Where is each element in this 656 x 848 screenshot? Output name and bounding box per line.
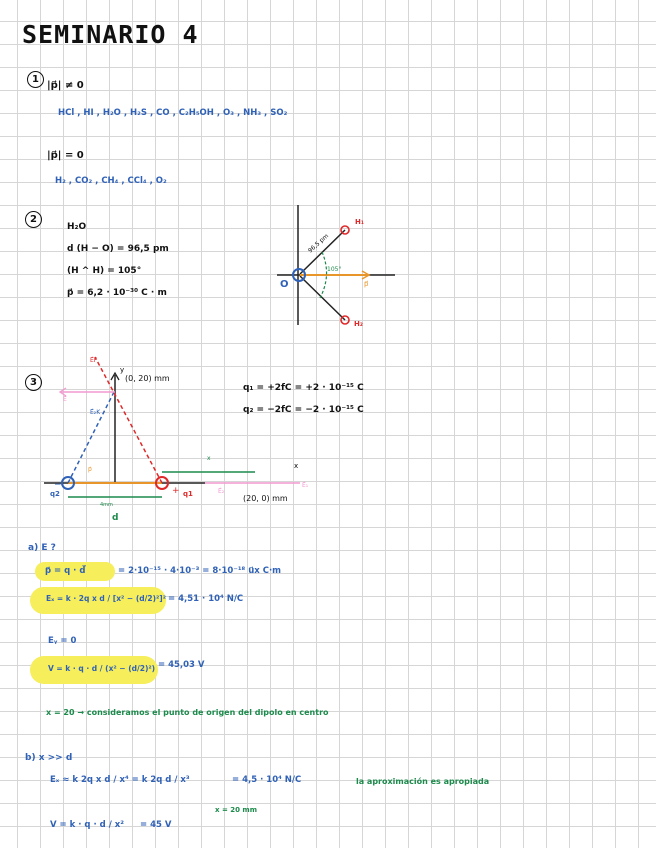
e-point-label: E⃗ (63, 396, 67, 403)
charge-q2-value: q₂ = −2fC = −2 · 10⁻¹⁵ C (243, 405, 364, 415)
x-value-note: x = 20 mm (215, 806, 258, 814)
e1-label: E⃗₁ (302, 482, 309, 489)
part-a-label: a) E ? (28, 543, 56, 553)
d-value: 4mm (100, 502, 113, 508)
q1-label: q1 (183, 490, 193, 498)
ex-result: = 4,51 · 10⁴ N/C (168, 594, 244, 604)
nonzero-dipole-label: |p⃗| ≠ 0 (47, 80, 84, 91)
q2-label: q2 (50, 490, 60, 498)
ef-label: E⃗F (90, 357, 98, 364)
ex-approx-equation: Eₓ ≈ k 2q x d / x⁴ = k 2q d / x³ (50, 775, 190, 785)
part-b-label: b) x >> d (25, 753, 73, 763)
p-vector-label: p⃗ (88, 466, 92, 473)
y-axis-label: y (120, 366, 125, 374)
minus-sign: − (54, 480, 62, 490)
plus-sign: + (172, 486, 180, 496)
point-a-label: (0, 20) mm (125, 374, 170, 383)
dipole-vector-label: p⃗ (364, 280, 369, 288)
e2k-label: E⃗₂K (90, 409, 101, 416)
p-result: = 2·10⁻¹⁵ · 4·10⁻³ = 8·10⁻¹⁸ u⃗x C·m (118, 566, 282, 576)
section-number-1: 1 (27, 71, 44, 88)
p-equation: p⃗ = q · d⃗ (45, 566, 86, 576)
x-distance-label: x (207, 455, 211, 462)
polar-molecules-list: HCl , HI , H₂O , H₂S , CO , C₂H₅OH , O₃ , NH₃ , SO₂ (58, 108, 288, 118)
x-axis-label: x (294, 462, 299, 470)
zero-dipole-label: |p⃗| = 0 (47, 150, 84, 161)
approximation-note: la aproximación es apropiada (356, 777, 490, 786)
v-approx-result: = 45 V (140, 820, 172, 830)
water-diagram (277, 205, 395, 325)
h2-label: H₂ (354, 320, 363, 328)
molecule-label: H₂O (67, 222, 87, 232)
v-approx-equation: V = k · q · d / x² (50, 820, 124, 830)
bond-angle: (H ^ H) = 105° (67, 266, 142, 276)
page-title: SEMINARIO 4 (22, 20, 199, 49)
dipole-diagram (44, 357, 300, 497)
bond-h2 (300, 276, 345, 320)
e2-label: E⃗₂ (218, 488, 225, 495)
section-number-3: 3 (25, 374, 42, 391)
point-b-label: (20, 0) mm (243, 494, 288, 503)
angle-label: 105° (327, 266, 342, 273)
v-equation: V = k · q · d / (x² − (d/2)²) (48, 664, 156, 673)
oxygen-label: O (280, 279, 289, 290)
charge-q1-value: q₁ = +2fC = +2 · 10⁻¹⁵ C (243, 383, 364, 393)
ey-equation: Eᵧ = 0 (48, 636, 77, 646)
nonpolar-molecules-list: H₂ , CO₂ , CH₄ , CCl₄ , O₂ (55, 176, 167, 186)
bond-length-label: 96,5 pm (306, 232, 331, 255)
v-result: = 45,03 V (158, 660, 205, 670)
ex-equation: Eₓ = k · 2q x d / [x² − (d/2)²]² (46, 594, 166, 603)
bond-distance: d (H − O) = 96,5 pm (67, 244, 169, 254)
dipole-moment: p⃗ = 6,2 · 10⁻³⁰ C · m (67, 288, 167, 298)
part-a-note: x = 20 → consideramos el punto de origen del dipolo en centro (46, 708, 329, 717)
ex-approx-result: = 4,5 · 10⁴ N/C (232, 775, 302, 785)
d-label: d (112, 513, 119, 523)
h1-label: H₁ (355, 218, 364, 226)
section-number-2: 2 (25, 211, 42, 228)
